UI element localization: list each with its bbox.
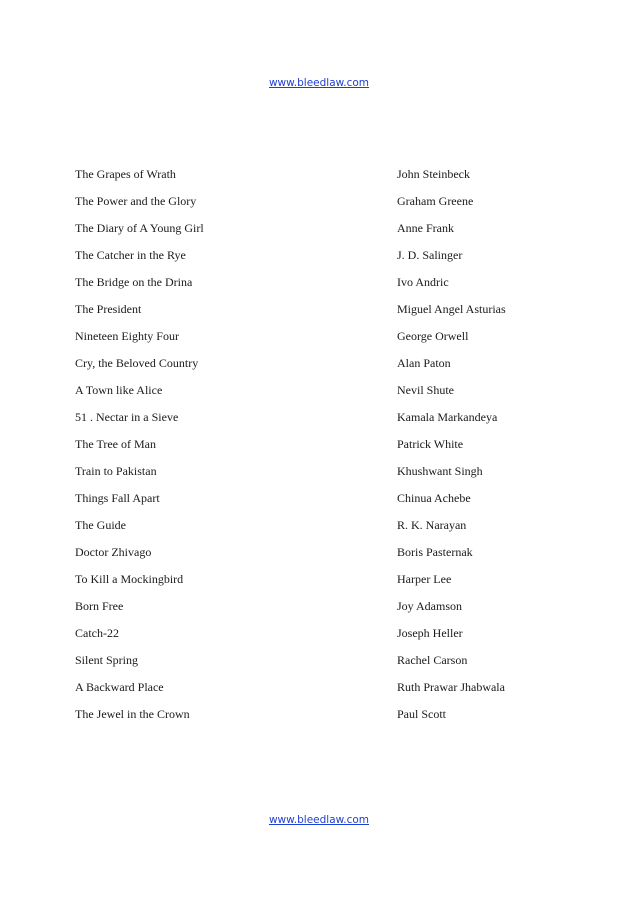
book-title: The President bbox=[75, 302, 142, 316]
book-row bbox=[75, 570, 555, 597]
book-title: Cry, the Beloved Country bbox=[75, 356, 199, 370]
book-title: Catch-22 bbox=[75, 626, 119, 640]
book-row bbox=[75, 246, 555, 273]
book-author: Anne Frank bbox=[397, 221, 454, 235]
book-title: The Catcher in the Rye bbox=[75, 248, 186, 262]
book-row bbox=[75, 651, 555, 678]
book-title: Silent Spring bbox=[75, 653, 139, 667]
book-title: The Guide bbox=[75, 518, 126, 532]
book-author: Boris Pasternak bbox=[397, 545, 473, 559]
book-author: Khushwant Singh bbox=[397, 464, 483, 478]
book-author: Ivo Andric bbox=[397, 275, 449, 289]
book-title: Born Free bbox=[75, 599, 124, 613]
book-row bbox=[75, 300, 555, 327]
book-author-list bbox=[75, 165, 555, 732]
book-title: The Power and the Glory bbox=[75, 194, 197, 208]
book-row bbox=[75, 327, 555, 354]
book-row bbox=[75, 219, 555, 246]
book-title: A Town like Alice bbox=[75, 383, 163, 397]
book-author: Graham Greene bbox=[397, 194, 474, 208]
book-row bbox=[75, 678, 555, 705]
book-author: Alan Paton bbox=[397, 356, 451, 370]
book-author: Harper Lee bbox=[397, 572, 452, 586]
footer-website-link[interactable]: www.bleedlaw.com bbox=[268, 814, 370, 826]
book-row bbox=[75, 354, 555, 381]
book-title: The Grapes of Wrath bbox=[75, 167, 176, 181]
book-author: Miguel Angel Asturias bbox=[397, 302, 506, 316]
book-title: Nineteen Eighty Four bbox=[75, 329, 179, 343]
book-title: The Diary of A Young Girl bbox=[75, 221, 204, 235]
book-title: To Kill a Mockingbird bbox=[75, 572, 184, 586]
book-row bbox=[75, 408, 555, 435]
book-row bbox=[75, 705, 555, 732]
book-author: R. K. Narayan bbox=[397, 518, 467, 532]
book-row bbox=[75, 516, 555, 543]
book-row bbox=[75, 462, 555, 489]
book-author: Paul Scott bbox=[397, 707, 447, 721]
book-author: Rachel Carson bbox=[397, 653, 468, 667]
book-author: George Orwell bbox=[397, 329, 469, 343]
book-author: Joy Adamson bbox=[397, 599, 463, 613]
book-title: A Backward Place bbox=[75, 680, 164, 694]
header-website-link[interactable]: www.bleedlaw.com bbox=[268, 77, 370, 89]
book-row bbox=[75, 192, 555, 219]
book-row bbox=[75, 597, 555, 624]
book-author: Kamala Markandeya bbox=[397, 410, 498, 424]
book-author: J. D. Salinger bbox=[397, 248, 463, 262]
book-row bbox=[75, 273, 555, 300]
book-author: Ruth Prawar Jhabwala bbox=[397, 680, 505, 694]
book-title: 51 . Nectar in a Sieve bbox=[75, 410, 179, 424]
book-title: Things Fall Apart bbox=[75, 491, 160, 505]
book-author: Nevil Shute bbox=[397, 383, 454, 397]
book-author: John Steinbeck bbox=[397, 167, 470, 181]
book-row bbox=[75, 381, 555, 408]
book-author: Patrick White bbox=[397, 437, 464, 451]
book-author: Joseph Heller bbox=[397, 626, 463, 640]
book-row bbox=[75, 543, 555, 570]
book-author: Chinua Achebe bbox=[397, 491, 471, 505]
book-title: Train to Pakistan bbox=[75, 464, 157, 478]
book-row bbox=[75, 435, 555, 462]
book-row bbox=[75, 165, 555, 192]
book-title: The Jewel in the Crown bbox=[75, 707, 190, 721]
book-row bbox=[75, 489, 555, 516]
book-row bbox=[75, 624, 555, 651]
book-title: The Tree of Man bbox=[75, 437, 156, 451]
book-title: Doctor Zhivago bbox=[75, 545, 152, 559]
book-title: The Bridge on the Drina bbox=[75, 275, 193, 289]
